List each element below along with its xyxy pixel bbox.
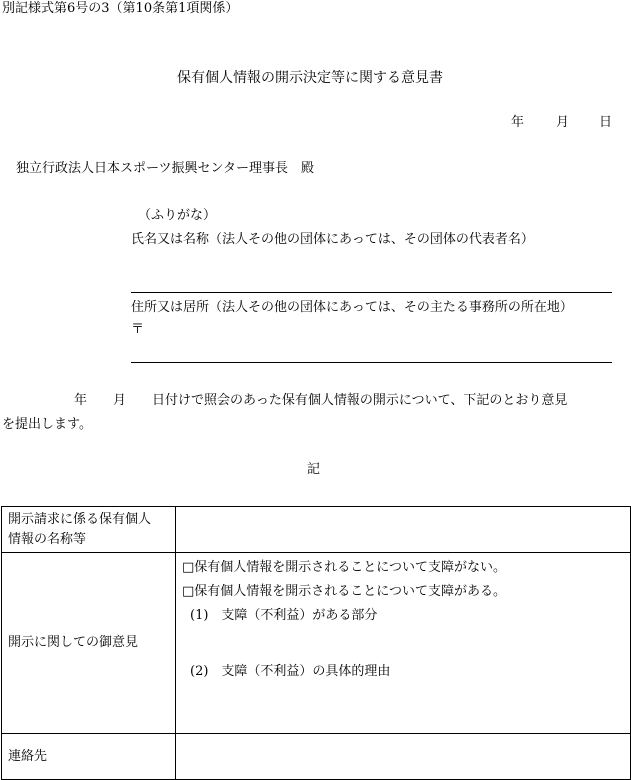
option-no-issue[interactable]: □保有個人情報を開示されることについて支障がない。 — [182, 560, 507, 575]
ki-heading: 記 — [307, 462, 321, 477]
issue-reason-label: (2) 支障（不利益）の具体的理由 — [190, 664, 391, 679]
postal-mark: 〒 — [131, 322, 145, 337]
furigana-label: （ふりがな） — [138, 208, 217, 223]
opinion-label: 開示に関しての御意見 — [8, 635, 139, 650]
form-number-note: 別記様式第6号の3（第10条第1項関係） — [2, 1, 239, 16]
request-item-label-line2: 情報の名称等 — [8, 532, 87, 547]
body-text-line2: を提出します。 — [2, 417, 92, 432]
contact-label: 連絡先 — [8, 749, 48, 764]
name-label: 氏名又は名称（法人その他の団体にあっては、その団体の代表者名） — [131, 232, 534, 247]
table-row-opinion — [2, 553, 631, 734]
contact-value-cell[interactable] — [176, 734, 631, 780]
opinion-value-cell — [176, 553, 631, 734]
option-issue[interactable]: □保有個人情報を開示されることについて支障がある。 — [182, 584, 507, 599]
request-item-value-cell[interactable] — [176, 507, 631, 553]
table-row-request-item — [2, 507, 631, 553]
address-underline — [131, 362, 612, 363]
issue-part-label: (1) 支障（不利益）がある部分 — [190, 608, 378, 623]
date-month-label: 月 — [556, 115, 570, 130]
table-row-contact — [2, 734, 631, 780]
addressee: 独立行政法人日本スポーツ振興センター理事長 殿 — [16, 161, 314, 176]
document-title: 保有個人情報の開示決定等に関する意見書 — [177, 70, 443, 86]
name-underline — [131, 292, 612, 293]
opinion-table — [1, 506, 631, 780]
contact-label-cell — [2, 734, 176, 780]
opinion-label-cell — [2, 553, 176, 734]
date-day-label: 日 — [599, 115, 613, 130]
body-text-line1: 年 月 日付けで照会のあった保有個人情報の開示について、下記のとおり意見 — [74, 393, 568, 408]
date-year-label: 年 — [511, 115, 525, 130]
address-label: 住所又は居所（法人その他の団体にあっては、その主たる事務所の所在地） — [131, 300, 573, 315]
request-item-label-line1: 開示請求に係る保有個人 — [8, 512, 152, 527]
request-item-label-cell — [2, 507, 176, 553]
